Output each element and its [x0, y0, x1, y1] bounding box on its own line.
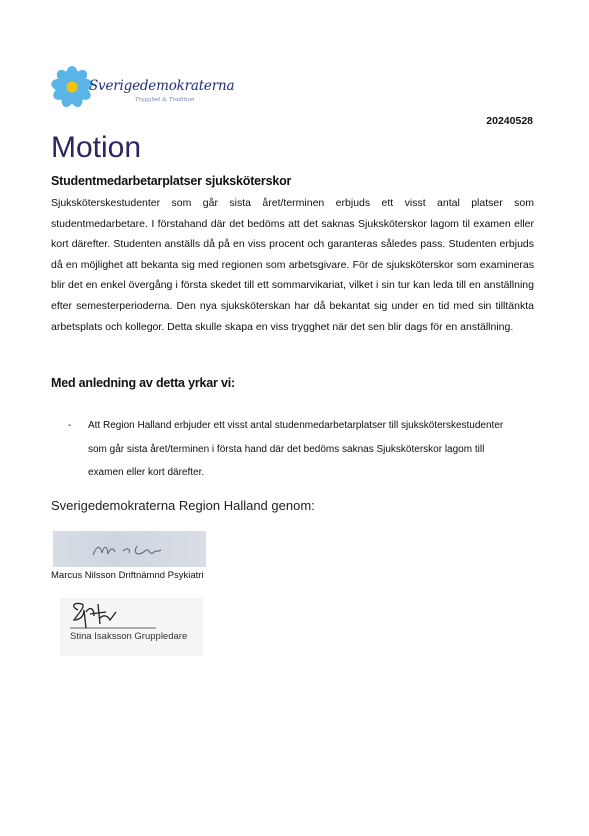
- demand-list-item: [68, 414, 518, 485]
- motion-subtitle: Studentmedarbetarplatser sjuksköterskor: [51, 174, 292, 188]
- handwritten-signature: [60, 598, 203, 634]
- organization-line: Sverigedemokraterna Region Halland genom:: [51, 498, 315, 513]
- document-title: Motion: [51, 131, 142, 164]
- signature-image-marcus: [53, 531, 206, 567]
- demand-heading: Med anledning av detta yrkar vi:: [51, 376, 235, 390]
- demand-text: Att Region Halland erbjuder ett visst antal studenmedarbetarplatser till sjuksköterskestudenter som går sista året/terminen i första hand där det bedöms saknas Sjuksköterskor lagom till examen eller kort därefter.: [88, 420, 504, 479]
- motion-body: Sjuksköterskestudenter som går sista året/terminen erbjuds ett visst antal platser som studentmedarbetare. I förstahand där det bedöms att det saknas Sjuksköterskor lagom til examen eller kort därefter. Studenten anställs då på en viss procent och garanteras således pass. Studenten erbjuds då en möjlighet att bekanta sig med regionen som arbetsgivare. För de sjuksköterskor som examineras blir det en enkel övergång i första skedet till ett sommarvikariat, vilket i sin tur kan leda till en anställning efter semesterperioderna. Den nya sjuksköterskan har då bekantat sig under en tid med sin tilltänkta arbetsplats och kollegor. Detta skulle skapa en viss trygghet när det sen blir dags för en anställning.: [51, 197, 534, 333]
- list-dash: -: [68, 420, 72, 431]
- logo-wordmark: Sverigedemokraterna: [89, 78, 235, 94]
- logo-tagline: Trygghet & Tradition: [135, 97, 195, 103]
- signatory-name-1: Marcus Nilsson Driftnämnd Psykiatri: [51, 570, 204, 581]
- flower-icon: [51, 66, 93, 108]
- document-date: 20240528: [486, 115, 533, 127]
- party-logo: [51, 66, 235, 112]
- handwritten-signature: [53, 531, 206, 567]
- signature-image-stina: [60, 598, 203, 656]
- signatory-name-2: Stina Isaksson Gruppledare: [70, 631, 188, 642]
